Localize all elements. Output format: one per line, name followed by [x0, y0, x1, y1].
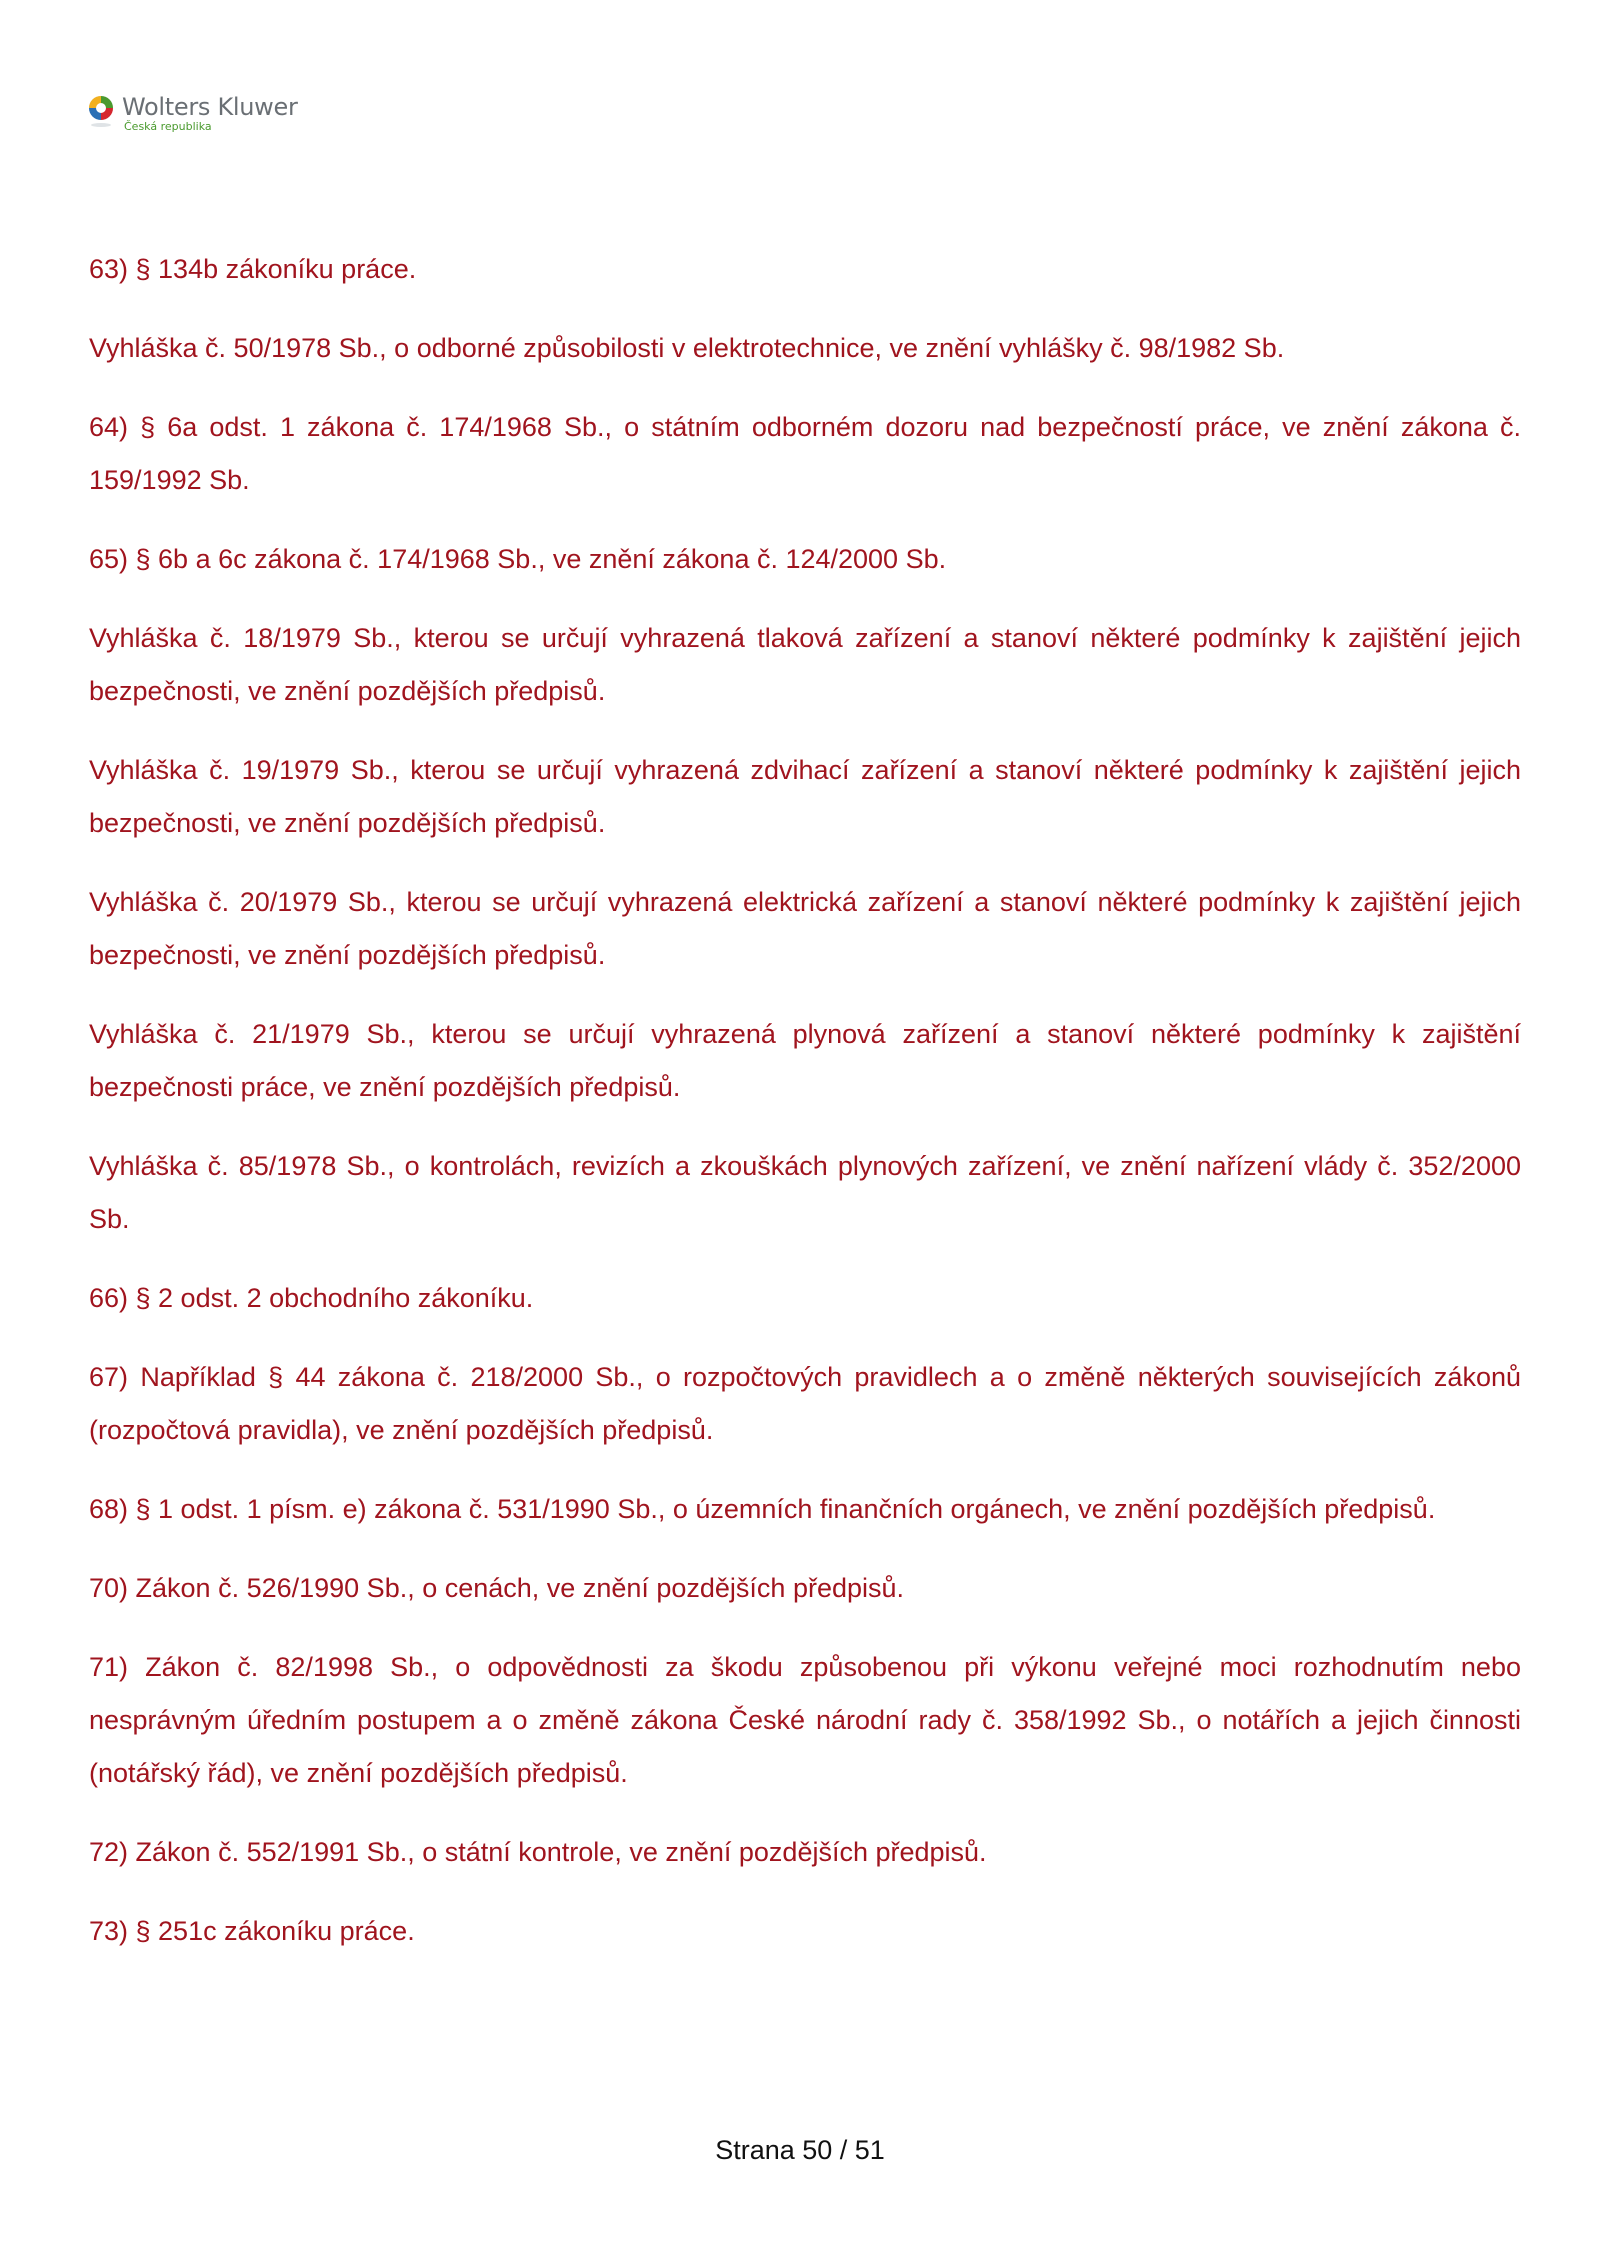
globe-logo-icon: [86, 94, 116, 128]
footnote-73: 73) § 251c zákoníku práce.: [89, 1916, 415, 1946]
brand-logo: [86, 94, 298, 134]
footnote-67: 67) Například § 44 zákona č. 218/2000 Sb., o rozpočtových pravidlech a o změně některých souvisejících zákonů (rozpočtová pravidla), ve znění pozdějších předpisů.: [89, 1362, 1521, 1445]
footnote-68: 68) § 1 odst. 1 písm. e) zákona č. 531/1990 Sb., o územních finančních orgánech, ve znění pozdějších předpisů.: [89, 1494, 1436, 1524]
footnote-65: 65) § 6b a 6c zákona č. 174/1968 Sb., ve znění zákona č. 124/2000 Sb.: [89, 544, 947, 574]
brand-subtitle: Česká republika: [124, 120, 212, 133]
footnote-65-note-1: Vyhláška č. 18/1979 Sb., kterou se určují vyhrazená tlaková zařízení a stanoví některé podmínky k zajištění jejich bezpečnosti, ve znění pozdějších předpisů.: [89, 623, 1521, 706]
footnote-66: 66) § 2 odst. 2 obchodního zákoníku.: [89, 1283, 534, 1313]
footnote-63: 63) § 134b zákoníku práce.: [89, 254, 417, 284]
footnote-65-note-4: Vyhláška č. 21/1979 Sb., kterou se určují vyhrazená plynová zařízení a stanoví některé podmínky k zajištění bezpečnosti práce, ve znění pozdějších předpisů.: [89, 1019, 1521, 1102]
footnote-65-note-5: Vyhláška č. 85/1978 Sb., o kontrolách, revizích a zkouškách plynových zařízení, ve znění nařízení vlády č. 352/2000 Sb.: [89, 1151, 1521, 1234]
page-number: Strana 50 / 51: [715, 2135, 885, 2165]
footnote-64: 64) § 6a odst. 1 zákona č. 174/1968 Sb., o státním odborném dozoru nad bezpečností práce, ve znění zákona č. 159/1992 Sb.: [89, 412, 1521, 495]
footnote-70: 70) Zákon č. 526/1990 Sb., o cenách, ve znění pozdějších předpisů.: [89, 1573, 905, 1603]
footnote-72: 72) Zákon č. 552/1991 Sb., o státní kontrole, ve znění pozdějších předpisů.: [89, 1837, 987, 1867]
footnotes-body: [89, 243, 1521, 1984]
footnote-63-note: Vyhláška č. 50/1978 Sb., o odborné způsobilosti v elektrotechnice, ve znění vyhlášky č. 98/1982 Sb.: [89, 333, 1285, 363]
footnote-65-note-2: Vyhláška č. 19/1979 Sb., kterou se určují vyhrazená zdvihací zařízení a stanoví některé podmínky k zajištění jejich bezpečnosti, ve znění pozdějších předpisů.: [89, 755, 1521, 838]
brand-name: Wolters Kluwer: [122, 93, 298, 121]
footnote-71: 71) Zákon č. 82/1998 Sb., o odpovědnosti za škodu způsobenou při výkonu veřejné moci rozhodnutím nebo nesprávným úředním postupem a o změně zákona České národní rady č. 358/1992 Sb., o notářích a jejich činnosti (notářský řád), ve znění pozdějších předpisů.: [89, 1652, 1521, 1788]
footnote-65-note-3: Vyhláška č. 20/1979 Sb., kterou se určují vyhrazená elektrická zařízení a stanoví některé podmínky k zajištění jejich bezpečnosti, ve znění pozdějších předpisů.: [89, 887, 1521, 970]
